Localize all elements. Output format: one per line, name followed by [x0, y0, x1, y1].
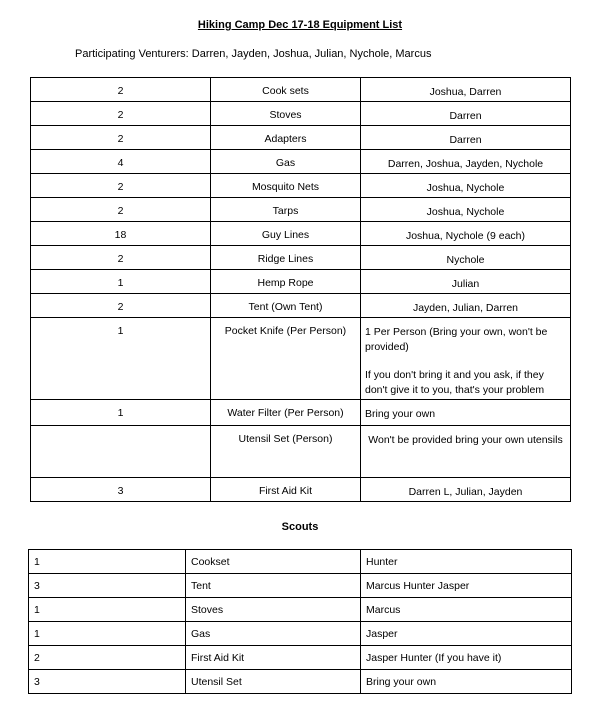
assigned-text: Darren — [449, 110, 482, 122]
quantity-cell: 1 — [31, 318, 211, 400]
assigned-cell — [361, 478, 571, 502]
assigned-cell — [361, 222, 571, 246]
assigned-cell — [361, 318, 571, 400]
document-title: Hiking Camp Dec 17-18 Equipment List — [197, 19, 403, 31]
quantity-cell: 1 — [29, 598, 186, 622]
table-row — [31, 150, 571, 174]
quantity-cell: 2 — [31, 78, 211, 102]
scouts-heading: Scouts — [281, 521, 319, 533]
assigned-text: If you don't bring it and you ask, if they don't give it to you, that's your problem — [365, 369, 545, 396]
assigned-cell: Bring your own — [361, 670, 572, 694]
assigned-cell: Marcus Hunter Jasper — [361, 574, 572, 598]
assigned-text: 1 Per Person (Bring your own, won't be provided) — [365, 326, 548, 353]
item-cell: Mosquito Nets — [211, 174, 361, 198]
assigned-text: Won't be provided bring your own utensils — [368, 434, 563, 446]
item-cell: Pocket Knife (Per Person) — [211, 318, 361, 400]
table-row — [31, 294, 571, 318]
assigned-text: Darren, Joshua, Jayden, Nychole — [387, 158, 544, 170]
table-row — [31, 478, 571, 502]
item-cell: Tarps — [211, 198, 361, 222]
assigned-text: Julian — [451, 278, 480, 290]
assigned-cell: Hunter — [361, 550, 572, 574]
table-row — [29, 574, 572, 598]
item-cell: Cook sets — [211, 78, 361, 102]
assigned-cell — [361, 78, 571, 102]
item-cell: Tent — [186, 574, 361, 598]
assigned-text: Joshua, Darren — [429, 86, 502, 98]
assigned-text: Darren L, Julian, Jayden — [408, 486, 523, 498]
item-cell: Water Filter (Per Person) — [211, 400, 361, 426]
assigned-cell — [361, 198, 571, 222]
quantity-cell: 3 — [31, 478, 211, 502]
item-cell: Gas — [186, 622, 361, 646]
table-row — [29, 622, 572, 646]
table-row — [29, 550, 572, 574]
assigned-cell — [361, 126, 571, 150]
assigned-cell — [361, 174, 571, 198]
assigned-cell — [361, 246, 571, 270]
quantity-cell: 2 — [31, 102, 211, 126]
venturers-equipment-table — [30, 77, 571, 502]
quantity-cell: 1 — [29, 622, 186, 646]
assigned-cell: Jasper — [361, 622, 572, 646]
assigned-cell: Jasper Hunter (If you have it) — [361, 646, 572, 670]
table-row — [31, 318, 571, 400]
table-row — [31, 78, 571, 102]
assigned-cell — [361, 294, 571, 318]
item-cell: Tent (Own Tent) — [211, 294, 361, 318]
item-cell: Cookset — [186, 550, 361, 574]
assigned-cell — [361, 270, 571, 294]
assigned-text: Bring your own — [365, 408, 436, 420]
quantity-cell: 2 — [31, 174, 211, 198]
quantity-cell: 2 — [31, 294, 211, 318]
assigned-cell: Marcus — [361, 598, 572, 622]
item-cell: Stoves — [186, 598, 361, 622]
scouts-equipment-table — [28, 549, 572, 694]
quantity-cell — [31, 426, 211, 478]
item-cell: Stoves — [211, 102, 361, 126]
table-row — [31, 270, 571, 294]
item-cell: Utensil Set (Person) — [211, 426, 361, 478]
quantity-cell: 18 — [31, 222, 211, 246]
quantity-cell: 3 — [29, 670, 186, 694]
table-row — [29, 646, 572, 670]
assigned-text: Jayden, Julian, Darren — [412, 302, 519, 314]
item-cell: Ridge Lines — [211, 246, 361, 270]
quantity-cell: 2 — [31, 198, 211, 222]
item-cell: First Aid Kit — [186, 646, 361, 670]
item-cell: Guy Lines — [211, 222, 361, 246]
table-row — [31, 246, 571, 270]
item-cell: Gas — [211, 150, 361, 174]
item-cell: Adapters — [211, 126, 361, 150]
quantity-cell: 2 — [31, 246, 211, 270]
table-row — [31, 174, 571, 198]
table-row — [31, 222, 571, 246]
table-row — [31, 198, 571, 222]
table-row — [29, 670, 572, 694]
assigned-text: Joshua, Nychole (9 each) — [405, 230, 526, 242]
assigned-cell — [361, 102, 571, 126]
table-row — [31, 426, 571, 478]
quantity-cell: 4 — [31, 150, 211, 174]
table-row — [31, 400, 571, 426]
quantity-cell: 2 — [31, 126, 211, 150]
assigned-cell — [361, 400, 571, 426]
table-row — [29, 598, 572, 622]
participants-line: Participating Venturers: Darren, Jayden, Joshua, Julian, Nychole, Marcus — [75, 48, 432, 60]
assigned-text: Joshua, Nychole — [426, 182, 505, 194]
table-row — [31, 126, 571, 150]
quantity-cell: 1 — [31, 400, 211, 426]
assigned-text: Joshua, Nychole — [426, 206, 505, 218]
assigned-text: Nychole — [446, 254, 485, 266]
table-row — [31, 102, 571, 126]
quantity-cell: 1 — [31, 270, 211, 294]
quantity-cell: 3 — [29, 574, 186, 598]
assigned-cell — [361, 426, 571, 478]
item-cell: Utensil Set — [186, 670, 361, 694]
assigned-text: Darren — [449, 134, 482, 146]
quantity-cell: 2 — [29, 646, 186, 670]
assigned-cell — [361, 150, 571, 174]
item-cell: Hemp Rope — [211, 270, 361, 294]
quantity-cell: 1 — [29, 550, 186, 574]
item-cell: First Aid Kit — [211, 478, 361, 502]
